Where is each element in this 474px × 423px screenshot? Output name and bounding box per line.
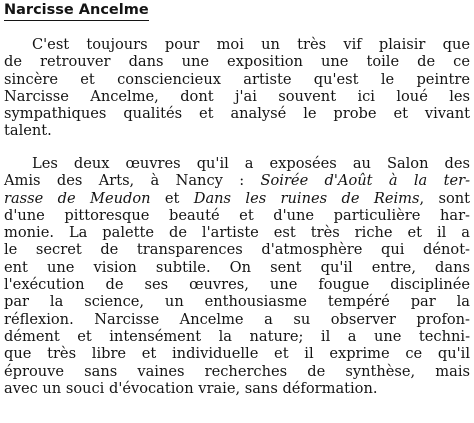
- text-line: [4, 224, 470, 241]
- text-line: [4, 122, 470, 139]
- text-segment: sincère et consciencieux artiste qu'est le peintre: [4, 70, 470, 88]
- text-segment: éprouve sans vaines recherches de synthèse, mais: [4, 362, 470, 380]
- text-line: [4, 71, 470, 88]
- text-segment: C'est toujours pour moi un très vif plaisir que: [32, 36, 470, 53]
- text-segment: avec un souci d'évocation vraie, sans déformation.: [4, 379, 378, 397]
- text-line: [4, 172, 470, 189]
- text-segment: Narcisse Ancelme, dont j'ai souvent ici loué les: [4, 87, 470, 105]
- text-segment: Les deux œuvres qu'il a exposées au Salon des: [32, 155, 470, 172]
- text-segment: l'exécution de ses œuvres, une fougue disciplinée: [4, 276, 470, 294]
- italic-title-text: Soirée d'Août à la ter-: [260, 172, 471, 190]
- text-segment: de retrouver dans une exposition une toile de ce: [4, 53, 470, 71]
- text-line: [4, 363, 470, 380]
- text-line: [4, 345, 470, 362]
- text-segment: d'une pittoresque beauté et d'une particulière har-: [4, 206, 470, 224]
- text-line: [4, 88, 470, 105]
- text-line: [4, 380, 470, 397]
- text-segment: , sont: [419, 189, 470, 207]
- text-segment: sympathiques qualités et analysé le probe et vivant: [4, 105, 470, 123]
- text-line: [4, 155, 470, 172]
- text-segment: talent.: [4, 122, 52, 140]
- text-segment: et: [150, 189, 194, 207]
- text-line: [4, 293, 470, 310]
- text-line: [4, 241, 470, 258]
- text-segment: que très libre et individuelle et il exprime ce qu'il: [4, 345, 470, 363]
- text-segment: dément et intensément la nature; il a une techni-: [4, 327, 470, 345]
- text-line: [4, 311, 470, 328]
- text-segment: Amis des Arts, à Nancy :: [4, 172, 261, 190]
- text-segment: réflexion. Narcisse Ancelme a su observer profon-: [4, 310, 470, 328]
- text-segment: ent une vision subtile. On sent qu'il entre, dans: [4, 258, 470, 276]
- italic-title-text: Dans les ruines de Reims: [193, 189, 420, 207]
- article-heading: Narcisse Ancelme: [4, 2, 149, 21]
- text-line: [4, 276, 470, 293]
- italic-title-text: rasse de Meudon: [4, 189, 151, 207]
- paragraph-2: [4, 155, 470, 397]
- text-segment: monie. La palette de l'artiste est très riche et il a: [4, 224, 470, 242]
- text-line: [4, 36, 470, 53]
- paragraph-1: [4, 36, 470, 140]
- text-line: [4, 190, 470, 207]
- text-line: [4, 105, 470, 122]
- text-line: [4, 328, 470, 345]
- text-segment: par la science, un enthousiasme tempéré par la: [4, 293, 470, 311]
- text-line: [4, 207, 470, 224]
- text-line: [4, 259, 470, 276]
- text-line: [4, 53, 470, 70]
- text-segment: le secret de transparences d'atmosphère qui dénot-: [4, 241, 470, 259]
